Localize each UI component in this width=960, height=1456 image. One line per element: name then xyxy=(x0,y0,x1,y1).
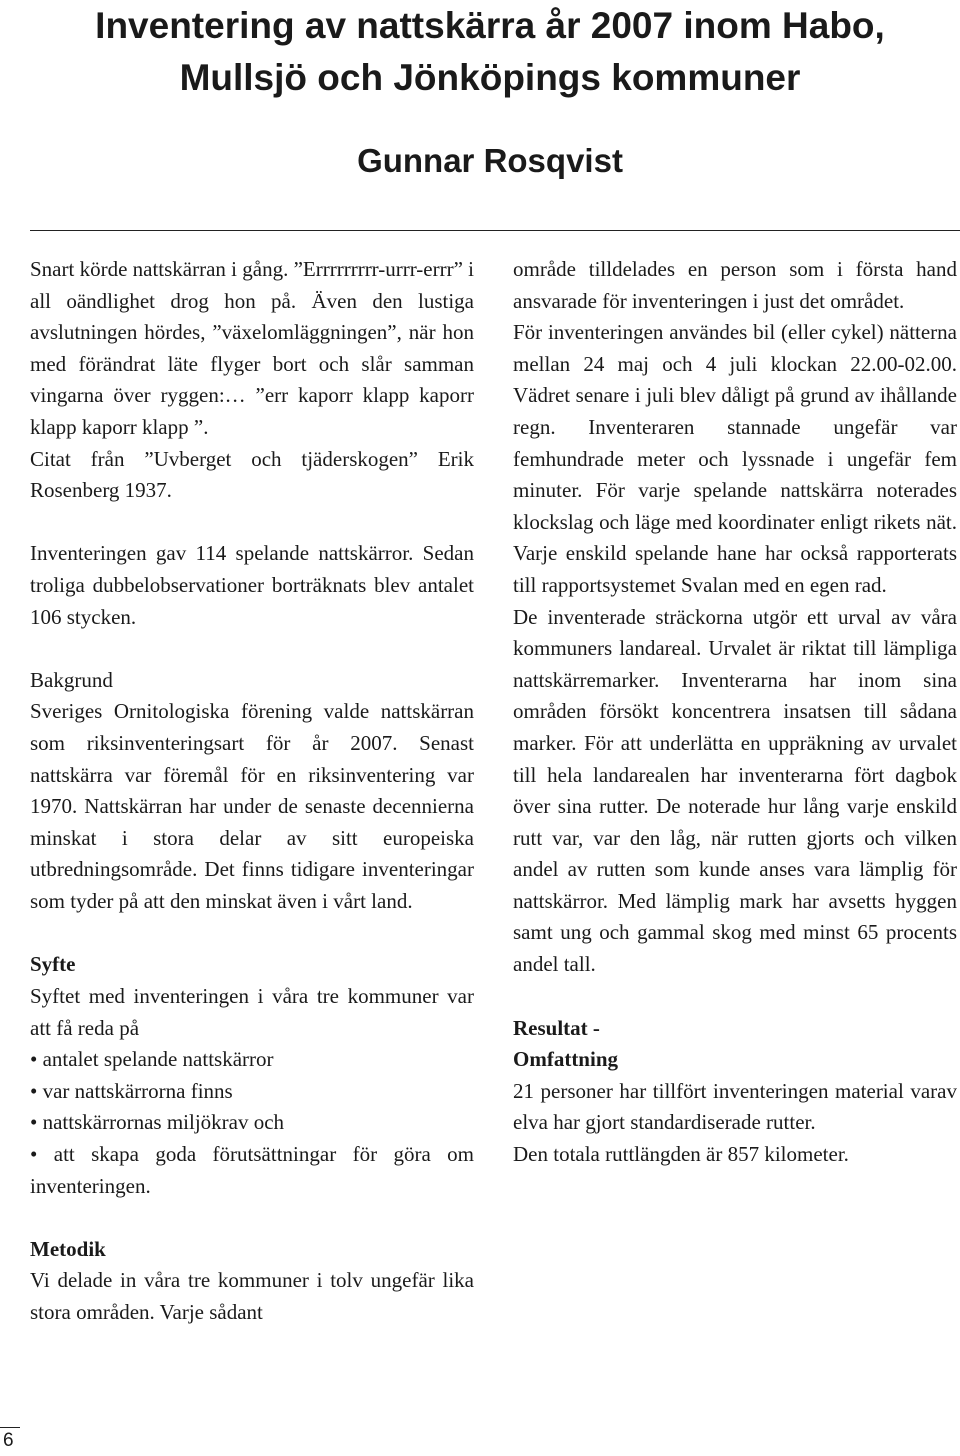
spacer xyxy=(30,633,474,665)
spacer xyxy=(513,981,957,1013)
spacer xyxy=(30,1202,474,1234)
left-column xyxy=(30,254,474,1329)
article-title xyxy=(30,0,950,104)
results-heading-line-2: Omfattning xyxy=(513,1047,618,1072)
spacer xyxy=(30,917,474,949)
header-divider xyxy=(30,230,960,231)
purpose-heading: Syfte xyxy=(30,952,76,977)
right-column xyxy=(513,254,957,1171)
title-line-1: Inventering av nattskärra år 2007 inom Habo, xyxy=(95,5,885,46)
purpose-bullet: • att skapa goda förutsättningar för göra om inventeringen. xyxy=(30,1139,474,1202)
purpose-paragraph: Syftet med inventeringen i våra tre kommuner var att få reda på xyxy=(30,984,474,1040)
results-heading-line-1: Resultat - xyxy=(513,1015,600,1040)
background-paragraph: Sveriges Ornitologiska förening valde nattskärran som riksinventeringsart för år 2007. Senast nattskärra var föremål för en riksinventering var 1970. Nattskärran har under de senaste decennierna minskat i stora delar av sitt europeiska utbredningsområde. Det finns tidigare inventeringar som tyder på att den minskat även i vårt land. xyxy=(30,699,474,913)
method-paragraph-selection: De inventerade sträckorna utgör ett urval av våra kommuners landareal. Urvalet är riktat till lämpliga nattskärremarker. Inventerarna har inom sina områden försökt koncentrera insatsen till sådana marker. För att underlätta en uppräkning av urvalet till hela landarealen har inventerarna fört dagbok över sina rutter. De noterade hur lång varje enskild rutt var, var den låg, när rutten gjorts och vilken andel av rutten som kunde anses vara lämplig för nattskärror. Med lämplig mark har avsetts hyggen samt ung och gammal skog med minst 65 procents andel tall. xyxy=(513,604,957,977)
title-line-2: Mullsjö och Jönköpings kommuner xyxy=(179,57,801,98)
intro-quote: Snart körde nattskärran i gång. ”Errrrrrrrr-urrr-errr” i all oändlighet drog hon på. Även den lustiga avslutningen hördes, ”växelomläggningen”, när hon med förändrat läte flyger bort och slår samman vingarna över ryggen:… ”err kaporr klapp kaporr klapp kaporr klapp ”. xyxy=(30,257,475,439)
page-number: 6 xyxy=(0,1427,20,1456)
summary-paragraph: Inventeringen gav 114 spelande nattskärror. Sedan troliga dubbelobservationer borträknats blev antalet 106 stycken. xyxy=(30,541,474,629)
purpose-bullet: • antalet spelande nattskärror xyxy=(30,1044,474,1076)
author-name: Gunnar Rosqvist xyxy=(357,142,623,179)
purpose-bullet: • nattskärrornas miljökrav och xyxy=(30,1107,474,1139)
results-total-length: Den totala ruttlängden är 857 kilometer. xyxy=(513,1142,849,1167)
method-paragraph-timing: För inventeringen användes bil (eller cykel) nätterna mellan 24 maj och 4 juli klockan 22.00-02.00. Vädret senare i juli blev dåligt på grund av ihållande regn. Inventeraren stannade ungefär var femhundrade meter och lyssnade i ungefär fem minuter. För varje spelande nattskärra noterades klockslag och läge med koordinater enligt rikets nät. Varje enskild spelande hane har också rapporterats till rapportsystemet Svalan med en egen rad. xyxy=(513,320,957,597)
quote-citation: Citat från ”Uvberget och tjäderskogen” Erik Rosenberg 1937. xyxy=(30,446,474,503)
background-heading: Bakgrund xyxy=(30,667,113,692)
method-paragraph: Vi delade in våra tre kommuner i tolv ungefär lika stora områden. Varje sådant xyxy=(30,1268,474,1324)
method-paragraph-continued: område tilldelades en person som i första hand ansvarade för inventeringen i just det området. xyxy=(513,257,957,313)
purpose-bullet: • var nattskärrorna finns xyxy=(30,1076,474,1108)
results-paragraph: 21 personer har tillfört inventeringen material varav elva har gjort standardiserade rutter. xyxy=(513,1078,957,1135)
method-heading: Metodik xyxy=(30,1236,106,1261)
spacer xyxy=(30,507,474,539)
results-heading xyxy=(513,1013,957,1076)
